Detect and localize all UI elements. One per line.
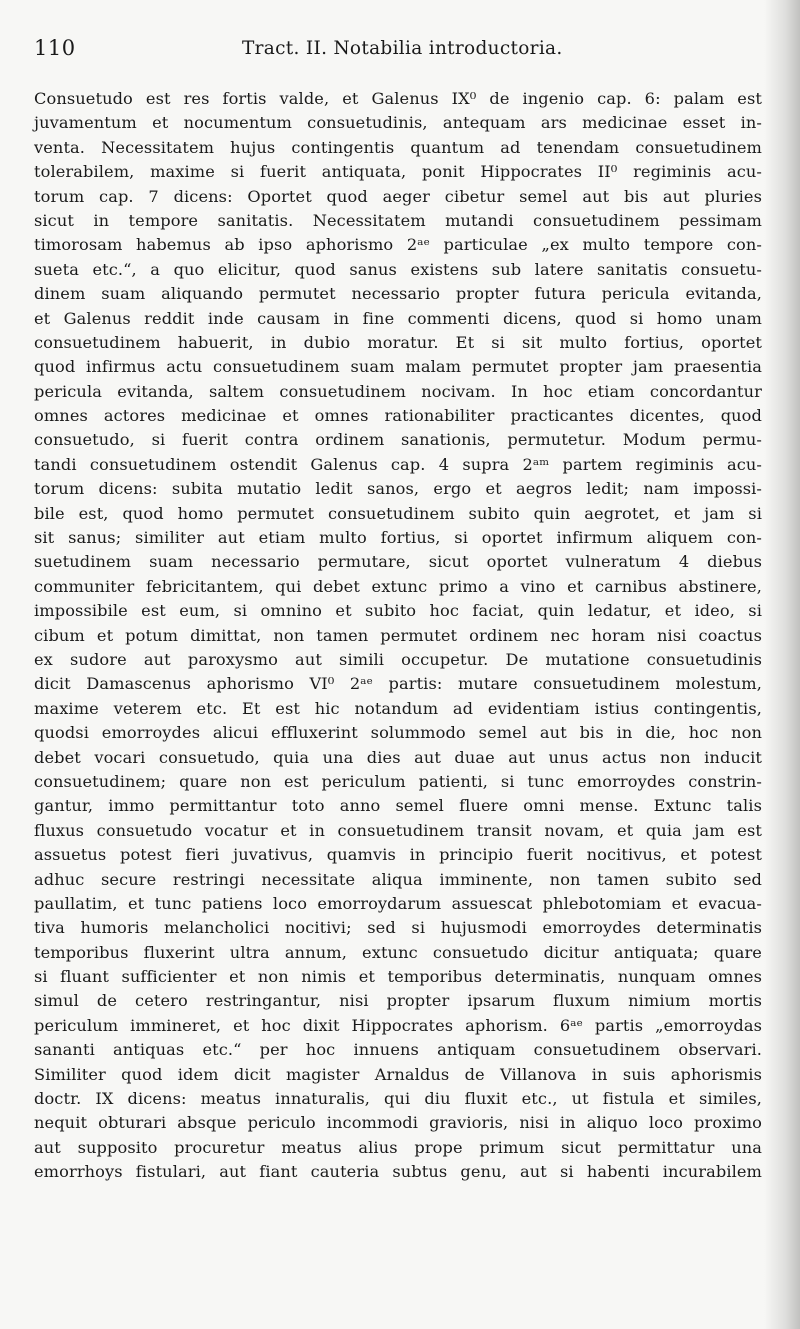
page-header bbox=[34, 36, 754, 66]
text-line: consuetudinem; quare non est periculum patienti, si tunc emorroydes constrin- bbox=[34, 771, 762, 791]
text-line: sananti antiquas etc.“ per hoc innuens antiquam consuetudinem observari. bbox=[34, 1040, 762, 1060]
text-line: nequit obturari absque periculo incommodi gravioris, nisi in aliquo loco proximo bbox=[34, 1113, 762, 1133]
body-text bbox=[34, 87, 762, 1185]
text-line: bile est, quod homo permutet consuetudinem subito quin aegrotet, et jam si bbox=[34, 503, 762, 523]
text-line: tandi consuetudinem ostendit Galenus cap. 4 supra 2ᵃᵐ partem regiminis acu- bbox=[34, 454, 762, 474]
text-line: ex sudore aut paroxysmo aut simili occupetur. De mutatione consuetudinis bbox=[34, 649, 762, 669]
text-line: Similiter quod idem dicit magister Arnaldus de Villanova in suis aphorismis bbox=[34, 1064, 762, 1084]
text-line: torum cap. 7 dicens: Oportet quod aeger cibetur semel aut bis aut pluries bbox=[34, 186, 762, 206]
text-line: assuetus potest fieri juvativus, quamvis in principio fuerit nocitivus, et potest bbox=[34, 845, 762, 865]
text-line: sicut in tempore sanitatis. Necessitatem mutandi consuetudinem pessimam bbox=[34, 210, 762, 230]
text-line: consuetudinem habuerit, in dubio moratur. Et si sit multo fortius, oportet bbox=[34, 332, 762, 352]
text-line: quod infirmus actu consuetudinem suam malam permutet propter jam praesentia bbox=[34, 357, 762, 377]
text-line: dicit Damascenus aphorismo VI⁰ 2ᵃᵉ partis: mutare consuetudinem molestum, bbox=[34, 674, 762, 694]
text-line: aut supposito procuretur meatus alius prope primum sicut permittatur una bbox=[34, 1137, 762, 1157]
text-line: Consuetudo est res fortis valde, et Galenus IX⁰ de ingenio cap. 6: palam est bbox=[34, 89, 762, 108]
text-line: quodsi emorroydes alicui effluxerint solummodo semel aut bis in die, hoc non bbox=[34, 723, 762, 743]
text-line: suetudinem suam necessario permutare, sicut oportet vulneratum 4 diebus bbox=[34, 552, 762, 572]
text-line: gantur, immo permittantur toto anno semel fluere omni mense. Extunc talis bbox=[34, 796, 762, 816]
text-line: sit sanus; similiter aut etiam multo fortius, si oportet infirmum aliquem con- bbox=[34, 528, 762, 548]
text-line: tiva humoris melancholici nocitivi; sed si hujusmodi emorroydes determinatis bbox=[34, 918, 762, 938]
text-line: emorrhoys fistulari, aut fiant cauteria subtus genu, aut si habenti incurabilem bbox=[34, 1162, 762, 1182]
text-line: periculum immineret, et hoc dixit Hippocrates aphorism. 6ᵃᵉ partis „emorroydas bbox=[34, 1015, 762, 1035]
text-line: simul de cetero restringantur, nisi propter ipsarum fluxum nimium mortis bbox=[34, 991, 762, 1011]
text-line: debet vocari consuetudo, quia una dies aut duae aut unus actus non inducit bbox=[34, 747, 762, 767]
text-line: tolerabilem, maxime si fuerit antiquata, ponit Hippocrates II⁰ regiminis acu- bbox=[34, 162, 762, 182]
text-line: venta. Necessitatem hujus contingentis quantum ad tenendam consuetudinem bbox=[34, 137, 762, 157]
text-line: adhuc secure restringi necessitate aliqua imminente, non tamen subito sed bbox=[34, 869, 762, 889]
text-line: et Galenus reddit inde causam in fine commenti dicens, quod si homo unam bbox=[34, 308, 762, 328]
text-line: si fluant sufficienter et non nimis et temporibus determinatis, nunquam omnes bbox=[34, 967, 762, 987]
text-line: omnes actores medicinae et omnes rationabiliter practicantes dicentes, quod bbox=[34, 406, 762, 426]
text-line: impossibile est eum, si omnino et subito hoc faciat, quin ledatur, et ideo, si bbox=[34, 601, 762, 621]
text-line: cibum et potum dimittat, non tamen permutet ordinem nec horam nisi coactus bbox=[34, 625, 762, 645]
running-head: Tract. II. Notabilia introductoria. bbox=[242, 38, 563, 59]
text-line: torum dicens: subita mutatio ledit sanos, ergo et aegros ledit; nam impossi- bbox=[34, 479, 762, 499]
text-line: temporibus fluxerint ultra annum, extunc consuetudo dicitur antiquata; quare bbox=[34, 942, 762, 962]
text-line: fluxus consuetudo vocatur et in consuetudinem transit novam, et quia jam est bbox=[34, 820, 762, 840]
text-line: paullatim, et tunc patiens loco emorroydarum assuescat phlebotomiam et evacua- bbox=[34, 893, 762, 913]
text-line: pericula evitanda, saltem consuetudinem nocivam. In hoc etiam concordantur bbox=[34, 381, 762, 401]
page-number: 110 bbox=[34, 36, 76, 60]
text-line: timorosam habemus ab ipso aphorismo 2ᵃᵉ particulae „ex multo tempore con- bbox=[34, 235, 762, 255]
text-line: communiter febricitantem, qui debet extunc primo a vino et carnibus abstinere, bbox=[34, 576, 762, 596]
text-line: sueta etc.“, a quo elicitur, quod sanus existens sub latere sanitatis consuetu- bbox=[34, 259, 762, 279]
text-line: consuetudo, si fuerit contra ordinem sanationis, permutetur. Modum permu- bbox=[34, 430, 762, 450]
text-line: maxime veterem etc. Et est hic notandum ad evidentiam istius contingentis, bbox=[34, 698, 762, 718]
text-line: juvamentum et nocumentum consuetudinis, antequam ars medicinae esset in- bbox=[34, 113, 762, 133]
spine-shadow bbox=[764, 0, 800, 1329]
text-line: dinem suam aliquando permutet necessario propter futura pericula evitanda, bbox=[34, 284, 762, 304]
text-line: doctr. IX dicens: meatus innaturalis, qui diu fluxit etc., ut fistula et similes, bbox=[34, 1089, 762, 1109]
